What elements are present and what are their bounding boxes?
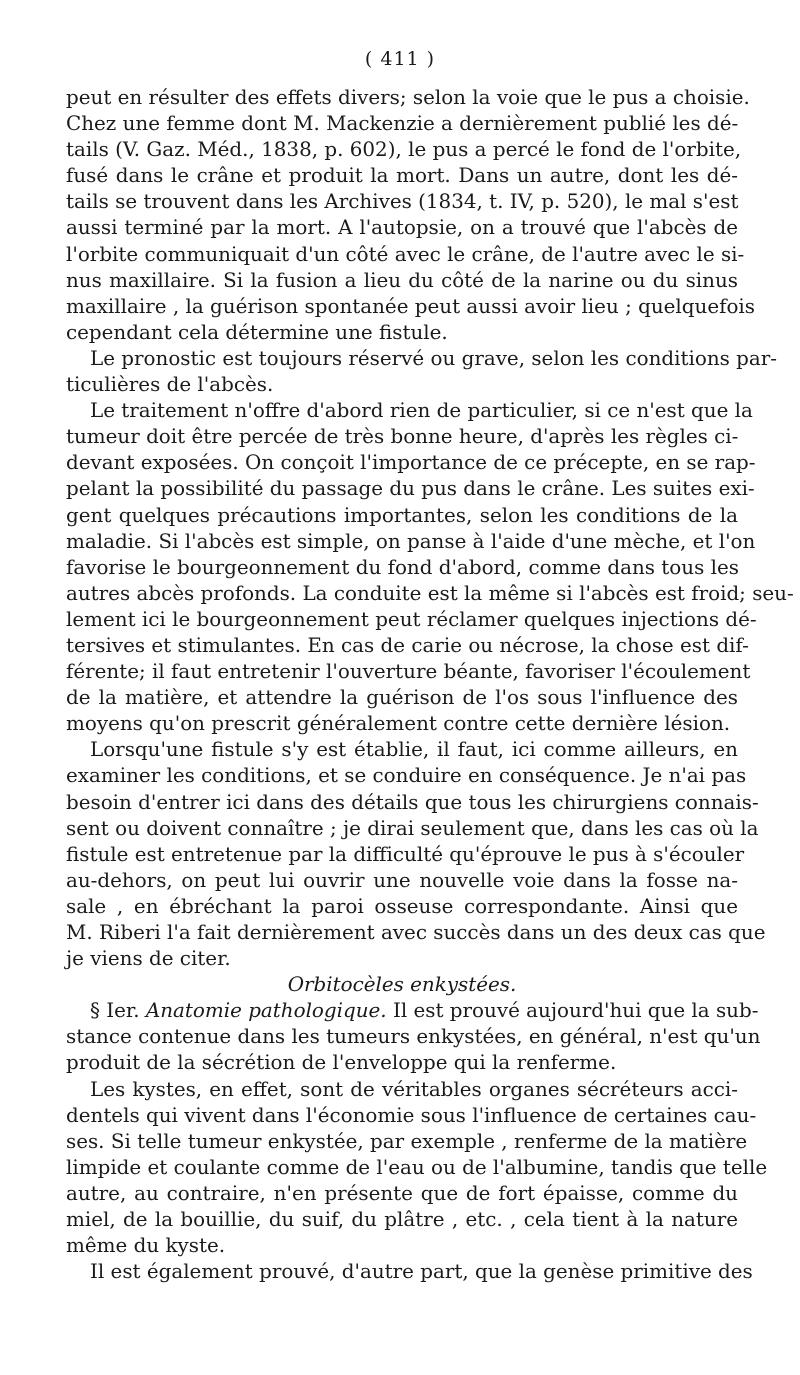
section-mark: § Ier. (90, 999, 140, 1023)
text-line: férente; il faut entretenir l'ouverture béante, favoriser l'écoulement (66, 660, 751, 684)
text-line: l'orbite communiquait d'un côté avec le crâne, de l'autre avec le si- (66, 242, 745, 266)
text-line: produit de la sécrétion de l'enveloppe qui la renferme. (66, 1051, 617, 1075)
text-line: de la matière, et attendre la guérison de l'os sous l'influence des (66, 686, 738, 710)
text-line: tersives et stimulantes. En cas de carie ou nécrose, la chose est dif- (66, 633, 749, 657)
text-line: favorise le bourgeonnement du fond d'abord, comme dans tous les (66, 555, 739, 579)
text-line: tails (V. Gaz. Méd., 1838, p. 602), le pus a percé le fond de l'orbite, (66, 138, 742, 162)
text-line: M. Riberi l'a fait dernièrement avec succès dans un des deux cas que (66, 921, 766, 944)
text-block (66, 1024, 768, 1285)
text-line: limpide et coulante comme de l'eau ou de l'albumine, tandis que telle (66, 1155, 768, 1179)
page-number: ( 411 ) (364, 48, 436, 70)
text-line: aussi terminé par la mort. A l'autopsie, on a trouvé que l'abcès de (66, 216, 738, 240)
text-line: sent ou doivent connaître ; je dirai seulement que, dans les cas où la (66, 816, 759, 840)
text-line: ticulières de l'abcès. (66, 373, 274, 397)
text-line: besoin d'entrer ici dans des détails que tous les chirurgiens connais- (66, 790, 759, 814)
text-line: lement ici le bourgeonnement peut réclamer quelques injections dé- (66, 607, 757, 631)
text-line: miel, de la bouillie, du suif, du plâtre , etc. , cela tient à la nature (66, 1208, 738, 1232)
text-line: tumeur doit être percée de très bonne heure, d'après les règles ci- (66, 425, 739, 449)
text-line: ses. Si telle tumeur enkystée, par exemple , renferme de la matière (66, 1129, 748, 1153)
text-line: examiner les conditions, et se conduire en conséquence. Je n'ai pas (66, 764, 747, 788)
text-line: Lorsqu'une fistule s'y est établie, il faut, ici comme ailleurs, en (90, 738, 738, 762)
text-line: au-dehors, on peut lui ouvrir une nouvelle voie dans la fosse na- (66, 868, 738, 892)
text-line: fistule est entretenue par la difficulté qu'éprouve le pus à s'écouler (66, 842, 745, 866)
body-text (66, 85, 794, 1285)
subsection-line (66, 998, 759, 1024)
subsection-title: Anatomie pathologique. (145, 999, 387, 1023)
text-block (66, 85, 794, 972)
text-line: pelant la possibilité du passage du pus dans le crâne. Les suites exi- (66, 477, 755, 501)
text-line: Le traitement n'offre d'abord rien de particulier, si ce n'est que la (90, 399, 753, 423)
section-heading: Orbitocèles enkystées. (287, 973, 517, 997)
text-line: même du kyste. (66, 1234, 226, 1258)
text-line: Il est également prouvé, d'autre part, que la genèse primitive des (90, 1260, 753, 1284)
text-line: dentels qui vivent dans l'économie sous l'influence de certaines cau- (66, 1103, 757, 1127)
text-line: devant exposées. On conçoit l'importance de ce précepte, en se rap- (66, 451, 756, 475)
text-line: fusé dans le crâne et produit la mort. Dans un autre, dont les dé- (66, 164, 738, 188)
subsection-text: Il est prouvé aujourd'hui que la sub- (392, 999, 759, 1023)
text-line: sale , en ébréchant la paroi osseuse correspondante. Ainsi que (66, 894, 738, 918)
text-line: gent quelques précautions importantes, selon les conditions de la (66, 503, 738, 527)
text-line: autres abcès profonds. La conduite est la même si l'abcès est froid; seu- (66, 581, 794, 605)
text-line: cependant cela détermine une fistule. (66, 320, 448, 344)
text-line: tails se trouvent dans les Archives (1834, t. IV, p. 520), le mal s'est (66, 190, 739, 214)
text-line: je viens de citer. (66, 947, 231, 971)
text-line: maxillaire , la guérison spontanée peut aussi avoir lieu ; quelquefois (66, 294, 755, 318)
text-line: maladie. Si l'abcès est simple, on panse à l'aide d'une mèche, et l'on (66, 529, 756, 553)
text-line: autre, au contraire, n'en présente que de fort épaisse, comme du (66, 1181, 738, 1205)
text-line: nus maxillaire. Si la fusion a lieu du côté de la narine ou du sinus (66, 268, 738, 292)
text-line: moyens qu'on prescrit généralement contre cette dernière lésion. (66, 712, 731, 736)
text-line: Chez une femme dont M. Mackenzie a dernièrement publié les dé- (66, 112, 739, 136)
text-line: stance contenue dans les tumeurs enkystées, en général, n'est qu'un (66, 1025, 761, 1049)
text-line: Le pronostic est toujours réservé ou grave, selon les conditions par- (90, 346, 777, 370)
text-line: peut en résulter des effets divers; selon la voie que le pus a choisie. (66, 86, 750, 109)
text-line: Les kystes, en effet, sont de véritables organes sécréteurs acci- (90, 1077, 738, 1101)
